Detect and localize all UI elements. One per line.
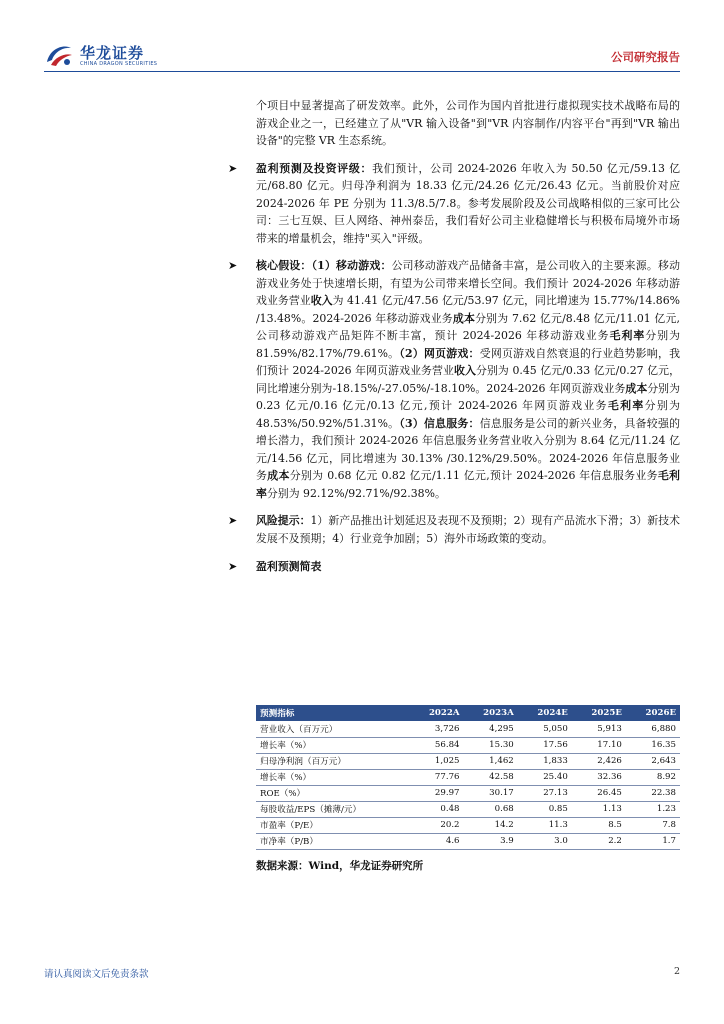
value-cell: 5,913 bbox=[572, 721, 626, 737]
keyword-revenue: 收入 bbox=[310, 294, 333, 307]
value-cell: 15.30 bbox=[464, 737, 518, 753]
data-source-note: 数据来源：Wind，华龙证券研究所 bbox=[256, 860, 424, 872]
value-cell: 1,025 bbox=[409, 753, 463, 769]
intro-paragraph: 个项目中显著提高了研发效率。此外，公司作为国内首批进行虚拟现实技术战略布局的游戏企业之一，已经建立了从"VR 输入设备"到"VR 内容制作/内容平台"再到"VR 输出设备"的完整 VR 生态系统。 bbox=[256, 99, 680, 147]
value-cell: 0.48 bbox=[409, 801, 463, 817]
value-cell: 25.40 bbox=[518, 769, 572, 785]
header-cell: 2022A bbox=[428, 708, 460, 718]
bullet-arrow-icon: ➤ bbox=[228, 259, 238, 272]
keyword-cost: 成本 bbox=[267, 469, 290, 482]
table-row bbox=[256, 817, 680, 833]
value-cell: 11.3 bbox=[518, 817, 572, 833]
info-text-1: 信息服务是公司的新兴业务，具备较强的增长潜力，我们预计 2024-2026 年信息服务业务营业收入分别为 8.64 亿元/11.24 亿元/14.56 亿元，同比增速为 30.13% /30.12%/29.50%。2024-2026 年信息服务业务 bbox=[256, 416, 680, 482]
bullet-arrow-icon: ➤ bbox=[228, 514, 238, 527]
web-text-2: 分别为 0.45 亿元/0.33 亿元/0.27 亿元，同比增速分别为-18.15%/-27.05%/-18.10%。2024-2026 年网页游戏业务 bbox=[256, 364, 680, 395]
risk-section bbox=[228, 512, 680, 547]
report-type-label: 公司研究报告 bbox=[611, 50, 680, 64]
web-text-4: 分别为 48.53%/50.92%/51.31%。 bbox=[256, 399, 680, 430]
header-divider bbox=[44, 71, 680, 72]
value-cell: 27.13 bbox=[518, 785, 572, 801]
table-section-heading bbox=[228, 558, 680, 576]
assumptions-section bbox=[228, 257, 680, 502]
keyword-cost: 成本 bbox=[625, 381, 648, 395]
mobile-text-1: 公司移动游戏产品储备丰富，是公司收入的主要来源。移动游戏业务处于快速增长期，有望为公司带来增长空间。我们预计 2024-2026 年移动游戏业务营业 bbox=[256, 259, 680, 307]
mobile-text-4: 分别为 81.59%/82.17%/79.61%。 bbox=[256, 329, 680, 360]
forecast-paragraph bbox=[256, 160, 680, 248]
assumptions-title: 核心假设： bbox=[256, 259, 312, 272]
mobile-text-3: 分别为 7.62 亿元/8.48 亿元/11.01 亿元,公司移动游戏产品矩阵不断丰富，预计 2024-2026 年移动游戏业务 bbox=[256, 311, 680, 342]
logo-text-cn: 华龙证券 bbox=[80, 44, 145, 62]
table-row bbox=[256, 753, 680, 769]
forecast-title: 盈利预测及投资评级： bbox=[256, 161, 373, 175]
value-cell: 6,880 bbox=[626, 721, 680, 737]
value-cell: 1.13 bbox=[572, 801, 626, 817]
value-cell: 1.23 bbox=[626, 801, 680, 817]
header-cell: 2025E bbox=[591, 708, 622, 718]
web-game-title: （2）网页游戏： bbox=[399, 346, 480, 360]
value-cell: 77.76 bbox=[409, 769, 463, 785]
value-cell: 22.38 bbox=[626, 785, 680, 801]
row-label-cell: 每股收益/EPS（摊薄/元） bbox=[256, 801, 409, 817]
info-service-title: （3）信息服务： bbox=[399, 416, 480, 430]
value-cell: 1,833 bbox=[518, 753, 572, 769]
risk-text: 1）新产品推出计划延迟及表现不及预期；2）现有产品流水下滑；3）新技术发展不及预期；4）行业竞争加剧；5）海外市场政策的变动。 bbox=[256, 514, 680, 545]
row-label-cell: 市盈率（P/E） bbox=[256, 817, 409, 833]
forecast-table bbox=[256, 705, 680, 850]
bullet-arrow-icon: ➤ bbox=[228, 560, 238, 573]
row-label-cell: 归母净利润（百万元） bbox=[256, 753, 409, 769]
keyword-margin: 毛利率 bbox=[609, 329, 646, 342]
value-cell: 56.84 bbox=[409, 737, 463, 753]
main-content bbox=[228, 97, 680, 576]
table-row bbox=[256, 737, 680, 753]
value-cell: 3.0 bbox=[518, 833, 572, 849]
table-row bbox=[256, 721, 680, 737]
value-cell: 17.56 bbox=[518, 737, 572, 753]
value-cell: 4,295 bbox=[464, 721, 518, 737]
forecast-text: 我们预计，公司 2024-2026 年收入为 50.50 亿元/59.13 亿元/68.80 亿元。归母净利润为 18.33 亿元/24.26 亿元/26.43 亿元。当前股价对应 2024-2026 年 PE 分别为 11.3/8.5/7.8。参考发展阶段及公司战略相似的三家可比公司：三七互娱、巨人网络、神州泰岳，我们看好公司主业稳健增长与积极布局境外市场带来的增量机会，维持"买入"评级。 bbox=[256, 161, 680, 245]
value-cell: 8.92 bbox=[626, 769, 680, 785]
row-label-cell: 增长率（%） bbox=[256, 737, 409, 753]
value-cell: 5,050 bbox=[518, 721, 572, 737]
table-row bbox=[256, 769, 680, 785]
risk-title: 风险提示： bbox=[256, 514, 311, 527]
table-row bbox=[256, 785, 680, 801]
value-cell: 3.9 bbox=[464, 833, 518, 849]
value-cell: 0.68 bbox=[464, 801, 518, 817]
value-cell: 4.6 bbox=[409, 833, 463, 849]
value-cell: 2.2 bbox=[572, 833, 626, 849]
header-cell: 预测指标 bbox=[260, 709, 295, 719]
mobile-game-title: （1）移动游戏： bbox=[311, 259, 392, 272]
forecast-table-wrapper bbox=[256, 705, 680, 850]
risk-paragraph bbox=[256, 512, 680, 547]
row-label-cell: ROE（%） bbox=[256, 785, 409, 801]
row-label-cell: 增长率（%） bbox=[256, 769, 409, 785]
value-cell: 30.17 bbox=[464, 785, 518, 801]
value-cell: 3,726 bbox=[409, 721, 463, 737]
page-header bbox=[44, 40, 680, 74]
info-text-2: 分别为 0.68 亿元 0.82 亿元/1.11 亿元,预计 2024-2026 年信息服务业务 bbox=[289, 469, 658, 482]
value-cell: 29.97 bbox=[409, 785, 463, 801]
footer-disclaimer: 请认真阅读文后免责条款 bbox=[44, 969, 149, 980]
value-cell: 2,643 bbox=[626, 753, 680, 769]
keyword-cost: 成本 bbox=[452, 311, 476, 325]
value-cell: 17.10 bbox=[572, 737, 626, 753]
company-logo-icon bbox=[44, 42, 74, 68]
table-row bbox=[256, 801, 680, 817]
header-cell: 2023A bbox=[483, 708, 514, 718]
mobile-text-2: 为 41.41 亿元/47.56 亿元/53.97 亿元，同比增速为 15.77%/14.86% /13.48%。2024-2026 年移动游戏业务 bbox=[256, 294, 680, 325]
row-label-cell: 市净率（P/B） bbox=[256, 833, 409, 849]
value-cell: 20.2 bbox=[409, 817, 463, 833]
page-number: 2 bbox=[673, 966, 680, 977]
table-body bbox=[256, 721, 680, 849]
value-cell: 16.35 bbox=[626, 737, 680, 753]
value-cell: 32.36 bbox=[572, 769, 626, 785]
table-header-row bbox=[256, 705, 680, 721]
value-cell: 8.5 bbox=[572, 817, 626, 833]
web-text-3: 分别为 0.23 亿元/0.16 亿元/0.13 亿元,预计 2024-2026 年网页游戏业务 bbox=[256, 381, 680, 412]
value-cell: 14.2 bbox=[464, 817, 518, 833]
header-cell: 2026E bbox=[645, 708, 676, 718]
keyword-revenue: 收入 bbox=[454, 364, 476, 377]
table-title: 盈利预测简表 bbox=[256, 560, 322, 573]
info-text-3: 分别为 92.12%/92.71%/92.38%。 bbox=[266, 486, 446, 500]
value-cell: 7.8 bbox=[626, 817, 680, 833]
value-cell: 26.45 bbox=[572, 785, 626, 801]
web-text-1: 受网页游戏自然衰退的行业趋势影响，我们预计 2024-2026 年网页游戏业务营业 bbox=[256, 346, 680, 377]
header-cell: 2024E bbox=[537, 708, 568, 718]
value-cell: 0.85 bbox=[518, 801, 572, 817]
table-row bbox=[256, 833, 680, 849]
logo-text-en: CHINA DRAGON SECURITIES bbox=[80, 61, 158, 67]
bullet-arrow-icon: ➤ bbox=[228, 161, 238, 175]
row-label-cell: 营业收入（百万元） bbox=[256, 721, 409, 737]
keyword-margin: 毛利率 bbox=[256, 469, 680, 500]
value-cell: 2,426 bbox=[572, 753, 626, 769]
value-cell: 42.58 bbox=[464, 769, 518, 785]
assumptions-paragraph bbox=[256, 257, 680, 502]
keyword-margin: 毛利率 bbox=[607, 399, 645, 412]
value-cell: 1,462 bbox=[464, 753, 518, 769]
value-cell: 1.7 bbox=[626, 833, 680, 849]
forecast-section bbox=[228, 160, 680, 248]
